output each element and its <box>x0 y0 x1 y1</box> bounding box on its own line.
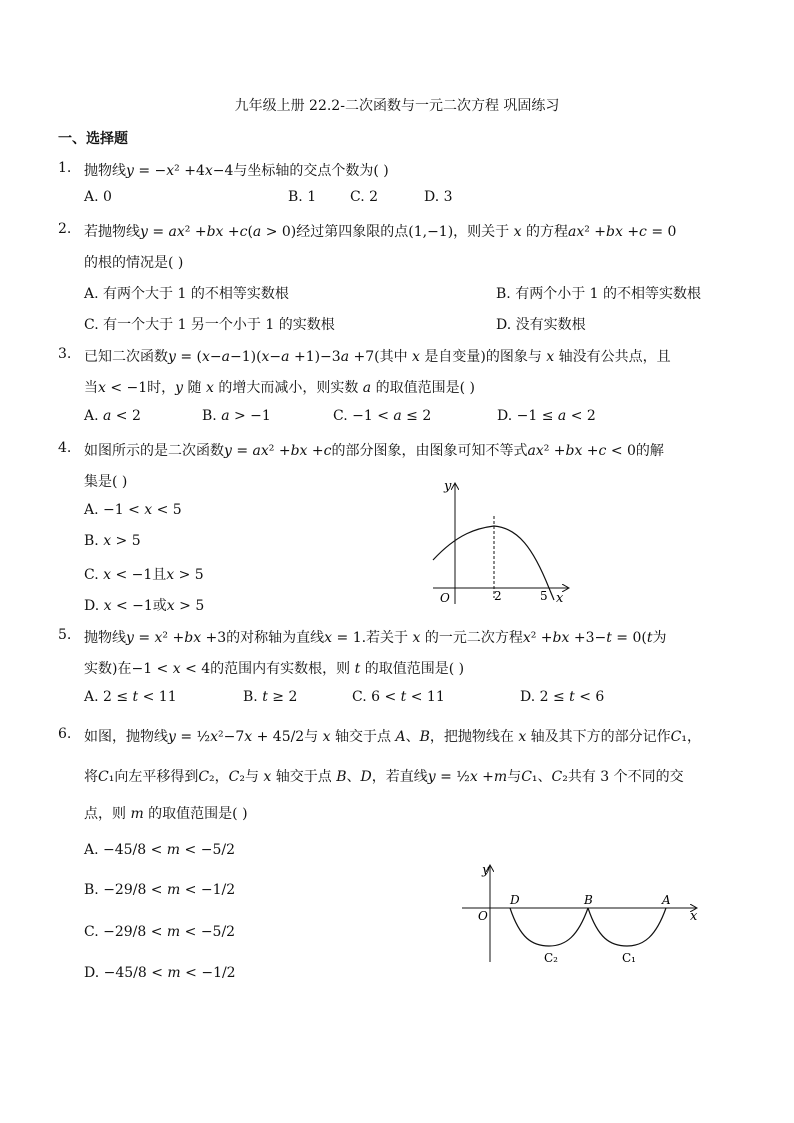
q5-option-a[interactable]: A. 2 ≤ 𝑡 < 11 <box>84 689 177 705</box>
q3-option-b[interactable]: B. 𝑎 > −1 <box>202 408 271 424</box>
q2-option-a[interactable]: A. 有两个大于 1 的不相等实数根 <box>84 286 289 302</box>
q1-stem: 抛物线𝑦 = −𝑥² +4𝑥−4与坐标轴的交点个数为( ) <box>84 163 389 179</box>
curve-c2-label: C₂ <box>544 951 558 965</box>
q4-option-c[interactable]: C. 𝑥 < −1且𝑥 > 5 <box>84 567 204 583</box>
q3-option-a[interactable]: A. 𝑎 < 2 <box>84 408 141 424</box>
tick-label-5: 5 <box>540 589 548 603</box>
q2-number: 2. <box>58 221 72 237</box>
q6-stem-line3: 点，则 𝑚 的取值范围是( ) <box>84 806 248 822</box>
q2-option-c[interactable]: C. 有一个大于 1 另一个小于 1 的实数根 <box>84 317 335 333</box>
q3-stem-line2: 当𝑥 < −1时，𝑦 随 𝑥 的增大而减小，则实数 𝑎 的取值范围是( ) <box>84 380 475 396</box>
q1-number: 1. <box>58 160 72 176</box>
q4-stem-line2: 集是( ) <box>84 474 128 490</box>
y-axis-label: y <box>482 863 490 878</box>
q3-stem-line1: 已知二次函数𝑦 = (𝑥−𝑎−1)(𝑥−𝑎 +1)−3𝑎 +7(其中 𝑥 是自变量)的图象与 𝑥 轴没有公共点，且 <box>84 349 671 365</box>
q6-stem-line2: 将𝐶₁向左平移得到𝐶₂，𝐶₂与 𝑥 轴交于点 𝐵、𝐷，若直线𝑦 = ½𝑥 +𝑚与𝐶₁、𝐶₂共有 3 个不同的交 <box>84 769 684 785</box>
q3-number: 3. <box>58 346 72 362</box>
origin-label: O <box>440 591 450 605</box>
page-title: 九年级上册 22.2-二次函数与一元二次方程 巩固练习 <box>234 98 560 114</box>
curve-c1-label: C₁ <box>622 951 636 965</box>
q4-number: 4. <box>58 440 72 456</box>
x-axis-label: x <box>556 591 564 606</box>
q5-stem-line1: 抛物线𝑦 = 𝑥² +𝑏𝑥 +3的对称轴为直线𝑥 = 1.若关于 𝑥 的一元二次方程𝑥² +𝑏𝑥 +3−𝑡 = 0(𝑡为 <box>84 630 667 646</box>
q3-option-c[interactable]: C. −1 < 𝑎 ≤ 2 <box>333 408 432 424</box>
q5-option-d[interactable]: D. 2 ≤ 𝑡 < 6 <box>520 689 605 705</box>
q1-option-b[interactable]: B. 1 <box>288 189 317 205</box>
q1-option-a[interactable]: A. 0 <box>84 189 112 205</box>
q4-parabola-figure <box>428 478 578 610</box>
q1-option-c[interactable]: C. 2 <box>350 189 379 205</box>
q2-stem-line1: 若抛物线𝑦 = 𝑎𝑥² +𝑏𝑥 +𝑐(𝑎 > 0)经过第四象限的点(1,−1)，则关于 𝑥 的方程𝑎𝑥² +𝑏𝑥 +𝑐 = 0 <box>84 224 677 240</box>
q6-option-b[interactable]: B. −29/8 < 𝑚 < −1/2 <box>84 882 236 898</box>
q6-option-d[interactable]: D. −45/8 < 𝑚 < −1/2 <box>84 965 236 981</box>
q3-option-d[interactable]: D. −1 ≤ 𝑎 < 2 <box>497 408 596 424</box>
y-axis-label: y <box>444 479 452 494</box>
q6-option-c[interactable]: C. −29/8 < 𝑚 < −5/2 <box>84 924 236 940</box>
q4-option-b[interactable]: B. 𝑥 > 5 <box>84 533 141 549</box>
q2-option-b[interactable]: B. 有两个小于 1 的不相等实数根 <box>496 286 701 302</box>
q4-option-a[interactable]: A. −1 < 𝑥 < 5 <box>84 502 182 518</box>
origin-label: O <box>478 909 488 923</box>
curve-c1 <box>588 908 666 946</box>
q5-option-b[interactable]: B. 𝑡 ≥ 2 <box>243 689 298 705</box>
tick-label-2: 2 <box>494 589 502 603</box>
q6-stem-line1: 如图，抛物线𝑦 = ½𝑥²−7𝑥 + 45/2与 𝑥 轴交于点 𝐴、𝐵，把抛物线在 𝑥 轴及其下方的部分记作𝐶₁， <box>84 729 701 745</box>
q6-option-a[interactable]: A. −45/8 < 𝑚 < −5/2 <box>84 842 235 858</box>
q5-stem-line2: 实数)在−1 < 𝑥 < 4的范围内有实数根，则 𝑡 的取值范围是( ) <box>84 661 465 677</box>
curve-c2 <box>510 908 588 946</box>
q2-option-d[interactable]: D. 没有实数根 <box>496 317 586 333</box>
q6-curves-figure <box>460 858 710 970</box>
point-b-label: B <box>584 893 593 907</box>
q1-option-d[interactable]: D. 3 <box>424 189 453 205</box>
q5-option-c[interactable]: C. 6 < 𝑡 < 11 <box>352 689 445 705</box>
section-heading: 一、选择题 <box>58 131 128 147</box>
x-axis-label: x <box>690 909 698 924</box>
q4-option-d[interactable]: D. 𝑥 < −1或𝑥 > 5 <box>84 598 205 614</box>
q4-stem-line1: 如图所示的是二次函数𝑦 = 𝑎𝑥² +𝑏𝑥 +𝑐的部分图象，由图象可知不等式𝑎𝑥² +𝑏𝑥 +𝑐 < 0的解 <box>84 443 664 459</box>
q6-number: 6. <box>58 726 72 742</box>
q5-number: 5. <box>58 627 72 643</box>
point-a-label: A <box>662 893 671 907</box>
point-d-label: D <box>510 893 520 907</box>
q2-stem-line2: 的根的情况是( ) <box>84 255 184 271</box>
